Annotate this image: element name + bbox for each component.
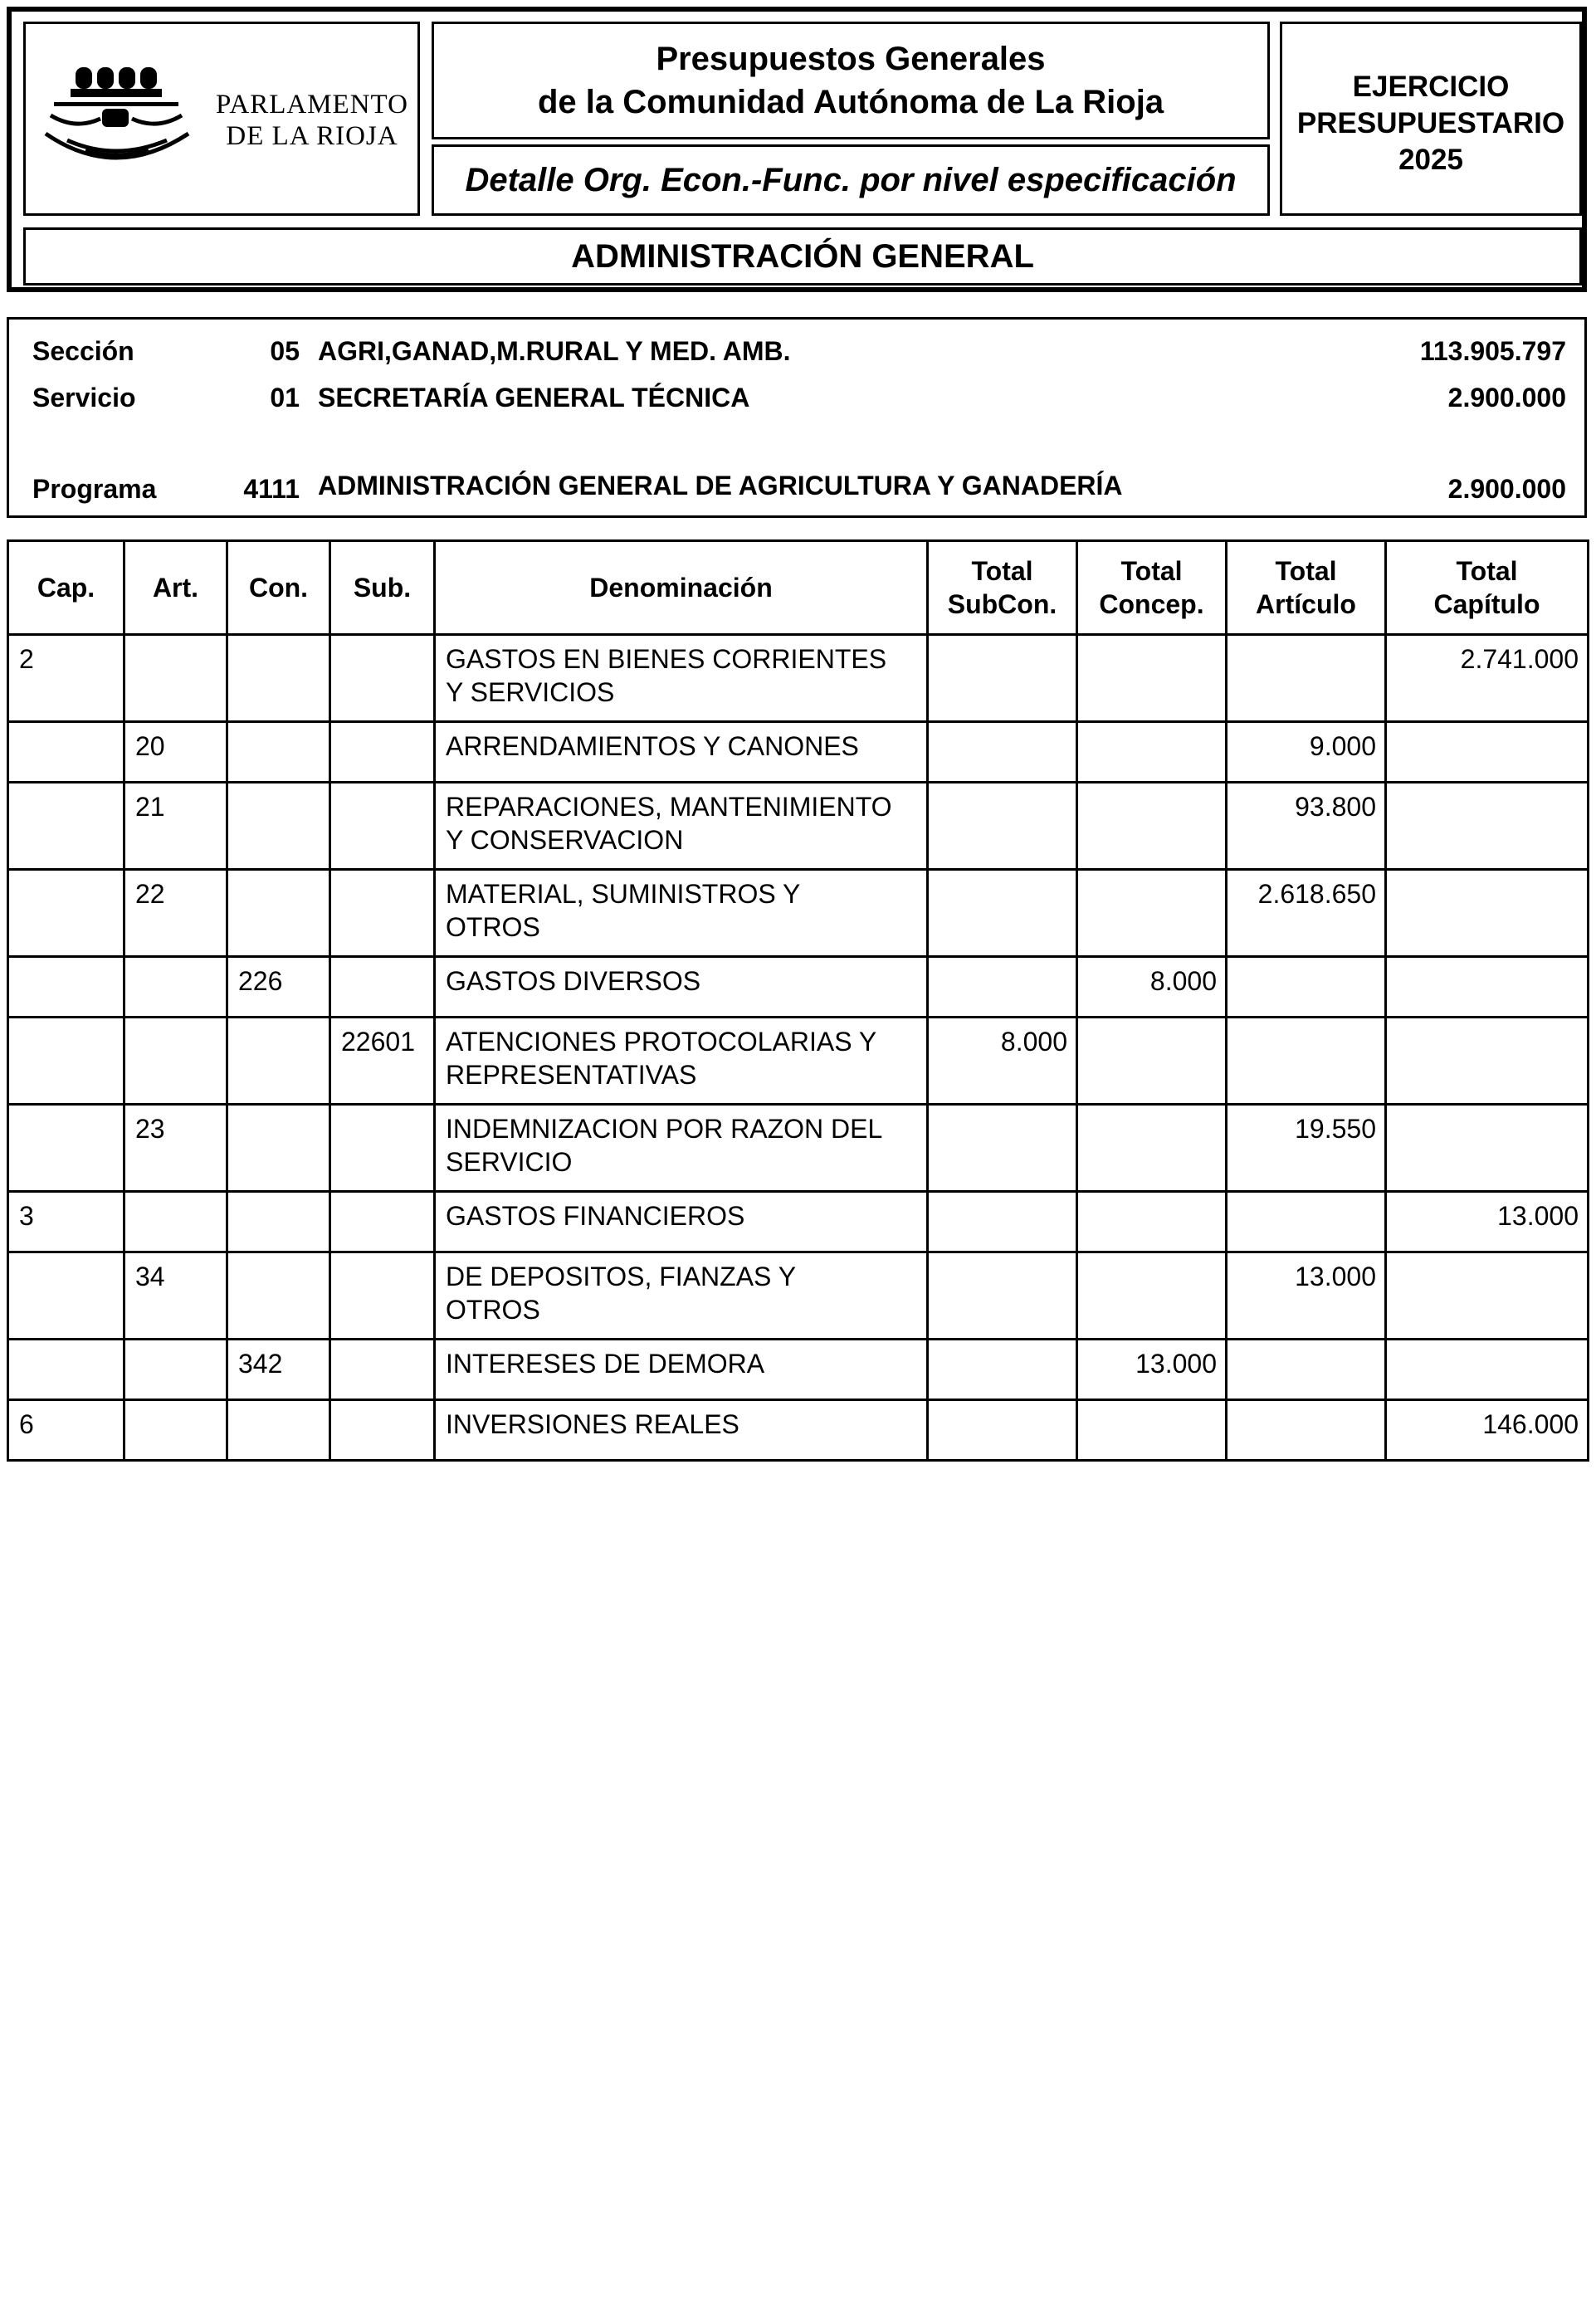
den-line-1: REPARACIONES, MANTENIMIENTO [446,792,892,822]
cell-total-subcon [928,1340,1077,1400]
cell-total-capitulo [1386,1340,1589,1400]
cell-sub [330,722,435,783]
cell-art [124,1400,227,1461]
den-line-1: GASTOS EN BIENES CORRIENTES [446,644,887,674]
cell-cap [8,722,124,783]
programa-amount: 2.900.000 [1447,474,1566,504]
table-row [8,1400,1589,1461]
fiscal-year-box [1280,22,1582,216]
table-row [8,870,1589,957]
cell-cap: 6 [8,1400,124,1461]
cell-total-concep [1077,1400,1227,1461]
cell-total-concep: 13.000 [1077,1340,1227,1400]
cell-total-subcon [928,1400,1077,1461]
servicio-row [9,381,1584,414]
cell-cap [8,1252,124,1340]
cell-total-articulo: 93.800 [1227,783,1386,870]
den-line-1: ATENCIONES PROTOCOLARIAS Y [446,1027,877,1057]
den-line-1: INDEMNIZACION POR RAZON DEL [446,1114,883,1144]
header-total-capitulo-2: Capítulo [1433,589,1540,619]
ejercicio-line-2: PRESUPUESTARIO [1296,107,1565,139]
cell-denominacion [435,783,928,870]
cell-sub [330,870,435,957]
title-line-2: de la Comunidad Autónoma de La Rioja [537,84,1164,120]
seccion-label: Sección [32,336,134,366]
cell-cap [8,870,124,957]
table-row [8,722,1589,783]
den-line-1: ARRENDAMIENTOS Y CANONES [446,731,859,761]
den-line-2: Y CONSERVACION [446,825,684,855]
table-row [8,1192,1589,1252]
cell-art [124,1192,227,1252]
programa-row [9,472,1584,505]
header-total-concep-2: Concep. [1099,589,1204,619]
cell-total-subcon [928,1105,1077,1192]
header-con: Con. [227,541,330,635]
logo-line-2: DE LA RIOJA [226,121,398,151]
den-line-1: GASTOS DIVERSOS [446,966,701,996]
cell-total-subcon [928,1192,1077,1252]
cell-total-subcon [928,1252,1077,1340]
table-row [8,1340,1589,1400]
cell-total-capitulo: 146.000 [1386,1400,1589,1461]
cell-art: 23 [124,1105,227,1192]
table-row [8,783,1589,870]
den-line-2: SERVICIO [446,1147,573,1177]
table-row [8,1252,1589,1340]
den-line-1: INTERESES DE DEMORA [446,1349,765,1379]
cell-total-capitulo: 13.000 [1386,1192,1589,1252]
header-total-capitulo-1: Total [1456,556,1518,586]
cell-total-capitulo [1386,783,1589,870]
logo-line-1: PARLAMENTO [216,90,408,120]
cell-con [227,1400,330,1461]
cell-total-articulo [1227,635,1386,722]
header-total-articulo-1: Total [1275,556,1337,586]
den-line-1: GASTOS FINANCIEROS [446,1201,745,1231]
den-line-2: OTROS [446,1295,540,1325]
document-subtitle: Detalle Org. Econ.-Func. por nivel especificación [432,144,1270,216]
servicio-amount: 2.900.000 [1447,383,1566,412]
cell-total-articulo: 2.618.650 [1227,870,1386,957]
cell-sub [330,1252,435,1340]
cell-cap: 2 [8,635,124,722]
cell-art: 21 [124,783,227,870]
ejercicio-year: 2025 [1398,144,1463,176]
cell-sub [330,1192,435,1252]
cell-total-articulo [1227,1018,1386,1105]
table-row [8,1105,1589,1192]
cell-total-concep [1077,1105,1227,1192]
parliament-emblem-icon [42,57,217,182]
header-sub: Sub. [330,541,435,635]
administration-title: ADMINISTRACIÓN GENERAL [23,227,1582,286]
budget-table [7,539,1589,1462]
cell-total-concep [1077,783,1227,870]
cell-con [227,635,330,722]
den-line-1: INVERSIONES REALES [446,1409,739,1439]
cell-total-concep [1077,1192,1227,1252]
cell-sub [330,1340,435,1400]
cell-con: 342 [227,1340,330,1400]
title-line-1: Presupuestos Generales [656,41,1046,77]
servicio-desc: SECRETARÍA GENERAL TÉCNICA [318,383,750,412]
cell-total-concep: 8.000 [1077,957,1227,1018]
ejercicio-line-1: EJERCICIO [1352,71,1510,103]
cell-total-subcon [928,722,1077,783]
cell-total-articulo: 13.000 [1227,1252,1386,1340]
cell-total-capitulo [1386,957,1589,1018]
cell-total-concep [1077,635,1227,722]
cell-sub [330,635,435,722]
cell-denominacion [435,1192,928,1252]
seccion-desc: AGRI,GANAD,M.RURAL Y MED. AMB. [318,336,791,366]
programa-label: Programa [32,474,157,504]
logo-text [208,89,416,152]
cell-total-concep [1077,870,1227,957]
cell-total-concep [1077,1252,1227,1340]
header-total-subcon-1: Total [971,556,1033,586]
cell-cap [8,1340,124,1400]
seccion-amount: 113.905.797 [1419,336,1566,366]
cell-art [124,1340,227,1400]
den-line-2: Y SERVICIOS [446,677,615,707]
header-total-articulo [1227,541,1386,635]
cell-sub [330,783,435,870]
cell-cap [8,783,124,870]
cell-total-concep [1077,722,1227,783]
cell-total-subcon: 8.000 [928,1018,1077,1105]
cell-con [227,1105,330,1192]
header-art: Art. [124,541,227,635]
cell-denominacion [435,1400,928,1461]
cell-total-articulo [1227,1192,1386,1252]
cell-art [124,957,227,1018]
cell-cap [8,1105,124,1192]
cell-cap [8,1018,124,1105]
cell-denominacion [435,1105,928,1192]
cell-total-articulo: 9.000 [1227,722,1386,783]
cell-total-capitulo: 2.741.000 [1386,635,1589,722]
cell-total-subcon [928,783,1077,870]
cell-sub [330,957,435,1018]
cell-total-articulo [1227,957,1386,1018]
servicio-code: 01 [270,383,300,412]
programa-desc: ADMINISTRACIÓN GENERAL DE AGRICULTURA Y GANADERÍA [318,471,1123,500]
den-line-2: OTROS [446,912,540,942]
cell-con [227,783,330,870]
table-row [8,635,1589,722]
cell-art [124,1018,227,1105]
table-row [8,957,1589,1018]
document-header [7,7,1587,292]
parliament-logo-box [23,22,420,216]
cell-total-articulo [1227,1340,1386,1400]
den-line-2: REPRESENTATIVAS [446,1060,697,1090]
cell-con [227,1192,330,1252]
cell-art [124,635,227,722]
cell-con [227,1018,330,1105]
cell-total-subcon [928,635,1077,722]
cell-denominacion [435,1252,928,1340]
cell-cap [8,957,124,1018]
cell-denominacion [435,870,928,957]
cell-total-capitulo [1386,722,1589,783]
table-row [8,1018,1589,1105]
cell-con [227,870,330,957]
document-title [432,22,1270,139]
header-total-concep [1077,541,1227,635]
servicio-label: Servicio [32,383,136,412]
cell-denominacion [435,1340,928,1400]
cell-total-concep [1077,1018,1227,1105]
table-header-row [8,541,1589,635]
cell-total-capitulo [1386,1252,1589,1340]
cell-total-subcon [928,870,1077,957]
cell-total-articulo: 19.550 [1227,1105,1386,1192]
header-total-articulo-2: Artículo [1256,589,1356,619]
cell-sub [330,1400,435,1461]
cell-sub [330,1105,435,1192]
cell-total-subcon [928,957,1077,1018]
cell-denominacion [435,722,928,783]
cell-cap: 3 [8,1192,124,1252]
cell-denominacion [435,635,928,722]
cell-art: 34 [124,1252,227,1340]
cell-con [227,1252,330,1340]
seccion-row [9,334,1584,368]
den-line-1: MATERIAL, SUMINISTROS Y [446,879,801,909]
seccion-code: 05 [270,336,300,366]
cell-con [227,722,330,783]
cell-total-articulo [1227,1400,1386,1461]
organization-info [7,317,1587,518]
header-denominacion: Denominación [435,541,928,635]
cell-denominacion [435,1018,928,1105]
header-total-capitulo [1386,541,1589,635]
cell-total-capitulo [1386,870,1589,957]
cell-art: 20 [124,722,227,783]
header-total-subcon [928,541,1077,635]
header-cap: Cap. [8,541,124,635]
cell-art: 22 [124,870,227,957]
cell-total-capitulo [1386,1018,1589,1105]
cell-con: 226 [227,957,330,1018]
header-total-concep-1: Total [1120,556,1183,586]
cell-denominacion [435,957,928,1018]
header-total-subcon-2: SubCon. [947,589,1057,619]
cell-sub: 22601 [330,1018,435,1105]
programa-code: 4111 [243,474,300,504]
cell-total-capitulo [1386,1105,1589,1192]
den-line-1: DE DEPOSITOS, FIANZAS Y [446,1262,797,1291]
